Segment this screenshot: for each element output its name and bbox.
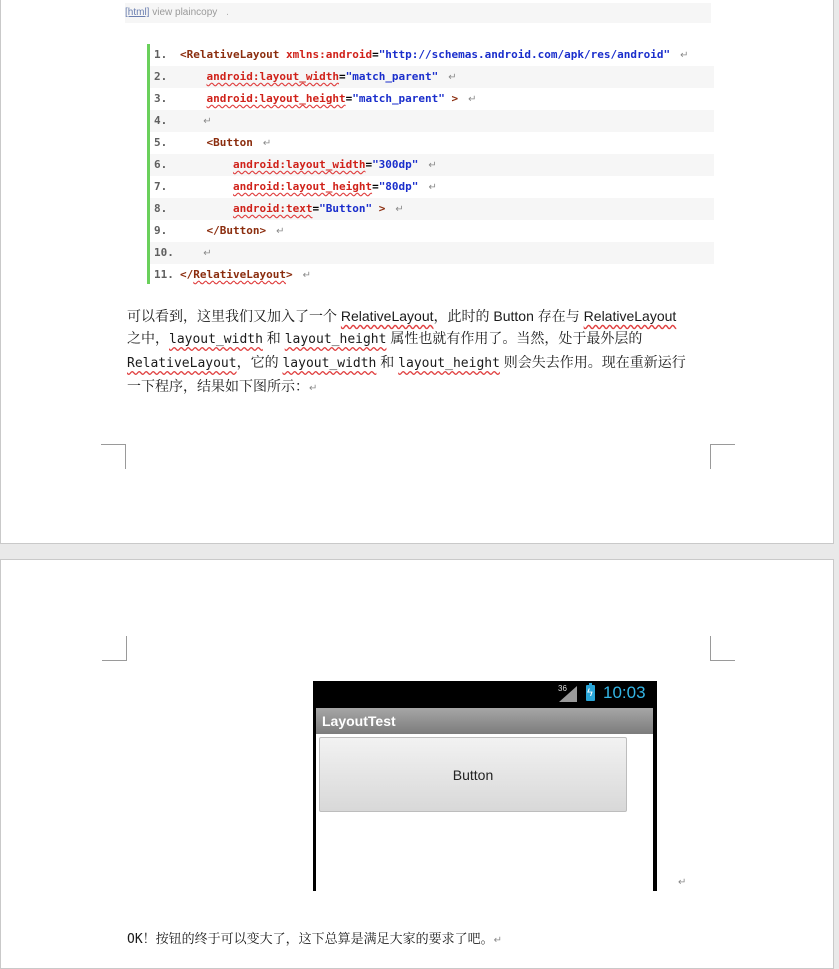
code-line — [150, 132, 714, 154]
code-token: "300dp" — [372, 158, 419, 171]
app-content — [316, 734, 653, 891]
code-token: = — [365, 158, 373, 171]
text-run: 之中， — [127, 330, 169, 346]
text-run: ，此时的 Button 存在与 — [433, 308, 584, 324]
code-token: = — [338, 70, 346, 83]
code-token: "match_parent" — [345, 70, 439, 83]
text-run: RelativeLayout — [340, 308, 434, 324]
code-term: layout_width — [282, 356, 377, 371]
corner-mark-bottom-right — [710, 444, 735, 469]
return-mark: ↵ — [395, 204, 404, 215]
code-token — [180, 92, 207, 105]
code-token: <Button — [206, 136, 253, 149]
code-token — [279, 48, 286, 61]
text-run: ，它的 — [236, 354, 283, 370]
code-token — [180, 70, 207, 83]
code-token — [372, 202, 379, 215]
paragraph-2-text: OK！按钮的终于可以变大了，这下总算是满足大家的要求了吧。 — [127, 932, 494, 947]
return-mark: ↵ — [448, 72, 457, 83]
text-run: 属性也就有作用了。当然，处于最外层的 — [386, 330, 643, 346]
code-line — [150, 198, 714, 220]
line-number: 4. — [154, 114, 168, 127]
code-token: > — [451, 92, 459, 105]
code-token — [180, 202, 233, 215]
return-mark: ↵ — [276, 226, 285, 237]
line-number: 10. — [154, 246, 174, 259]
app-button[interactable]: Button — [319, 737, 627, 812]
code-token: = — [372, 48, 379, 61]
text-run: 一下程序，结果如下图所示： — [127, 378, 309, 394]
code-token — [180, 180, 233, 193]
paragraph-mark: ↵ — [678, 877, 687, 888]
paragraph-1-line-2 — [127, 327, 717, 351]
code-token: <RelativeLayout — [180, 48, 280, 61]
code-token: "Button" — [319, 202, 373, 215]
code-term: layout_width — [169, 332, 263, 347]
line-number: 5. — [154, 136, 168, 149]
signal-icon — [559, 686, 577, 702]
return-mark: ↵ — [428, 182, 437, 193]
return-mark: ↵ — [428, 160, 437, 171]
phone-screenshot — [313, 681, 657, 891]
code-line — [150, 66, 714, 88]
return-mark: ↵ — [302, 270, 311, 281]
code-token: = — [372, 180, 379, 193]
paragraph-1-line-1 — [127, 305, 717, 327]
app-title-bar — [316, 708, 653, 734]
line-number: 9. — [154, 224, 168, 237]
code-token — [180, 158, 233, 171]
line-number: 2. — [154, 70, 168, 83]
text-run: RelativeLayout — [583, 308, 677, 324]
paragraph-1-line-4 — [127, 375, 717, 400]
code-token: = — [312, 202, 320, 215]
line-number: 7. — [154, 180, 168, 193]
code-term: layout_height — [398, 356, 500, 371]
document-page-2 — [0, 559, 834, 969]
code-token — [180, 224, 207, 237]
code-line — [150, 110, 714, 132]
return-mark: ↵ — [262, 138, 272, 149]
corner-mark-top-right — [710, 636, 735, 661]
corner-mark-top-left — [102, 636, 127, 661]
line-number: 1. — [154, 48, 168, 61]
code-line — [150, 176, 714, 198]
code-token: android:text — [232, 202, 313, 215]
code-token: android:layout_height — [206, 92, 346, 105]
code-token: "80dp" — [378, 180, 419, 193]
code-token — [445, 92, 452, 105]
html-link[interactable]: [html] — [125, 7, 150, 18]
line-number: 6. — [154, 158, 168, 171]
corner-mark-bottom-left — [101, 444, 126, 469]
return-mark: ↵ — [680, 50, 689, 61]
text-run: 则会失去作用。现在重新运行 — [499, 354, 686, 370]
text-run: 和 — [376, 354, 399, 370]
return-mark: ↵ — [203, 116, 212, 127]
view-plain-link[interactable]: view plaincopy — [152, 7, 218, 18]
return-mark: ↵ — [468, 94, 477, 105]
code-line — [150, 88, 714, 110]
paragraph-mark: ↵ — [493, 935, 503, 946]
code-token: > — [285, 268, 293, 281]
code-line — [150, 44, 714, 66]
code-token: </ — [180, 268, 194, 281]
code-toolbar — [125, 3, 711, 23]
paragraph-1 — [127, 305, 717, 400]
code-block — [147, 44, 714, 284]
code-term: RelativeLayout — [127, 356, 237, 371]
line-number: 11. — [154, 268, 174, 281]
code-token — [180, 246, 193, 259]
code-token: "match_parent" — [352, 92, 445, 105]
line-number: 3. — [154, 92, 168, 105]
line-number: 8. — [154, 202, 168, 215]
code-line — [150, 264, 714, 286]
code-token: xmlns:android — [285, 48, 373, 61]
status-bar — [313, 681, 657, 707]
code-line — [150, 154, 714, 176]
text-run: 和 — [262, 330, 285, 346]
paragraph-2 — [127, 927, 502, 952]
code-token — [180, 136, 207, 149]
charging-bolt-icon: ϟ — [587, 687, 593, 699]
app-title: LayoutTest — [322, 713, 396, 729]
code-token: > — [378, 202, 386, 215]
code-token: = — [345, 92, 353, 105]
code-token: android:layout_width — [206, 70, 339, 83]
paragraph-mark: ↵ — [309, 383, 318, 394]
code-token: "http://schemas.android.com/apk/res/android" — [378, 48, 671, 61]
paragraph-1-line-3 — [127, 351, 717, 375]
battery-icon — [586, 685, 595, 701]
code-token — [180, 114, 193, 127]
text-run: 可以看到，这里我们又加入了一个 — [127, 308, 341, 324]
code-token: RelativeLayout — [193, 268, 286, 281]
code-token: android:layout_height — [232, 180, 373, 193]
code-line — [150, 220, 714, 242]
code-token: </Button> — [206, 224, 267, 237]
status-clock: 10:03 — [603, 683, 646, 702]
code-token: android:layout_width — [232, 158, 366, 171]
signal-label: 36 — [558, 684, 567, 693]
toolbar-mark: . — [226, 7, 229, 18]
code-term: layout_height — [284, 332, 387, 347]
return-mark: ↵ — [203, 248, 212, 259]
code-line — [150, 242, 714, 264]
